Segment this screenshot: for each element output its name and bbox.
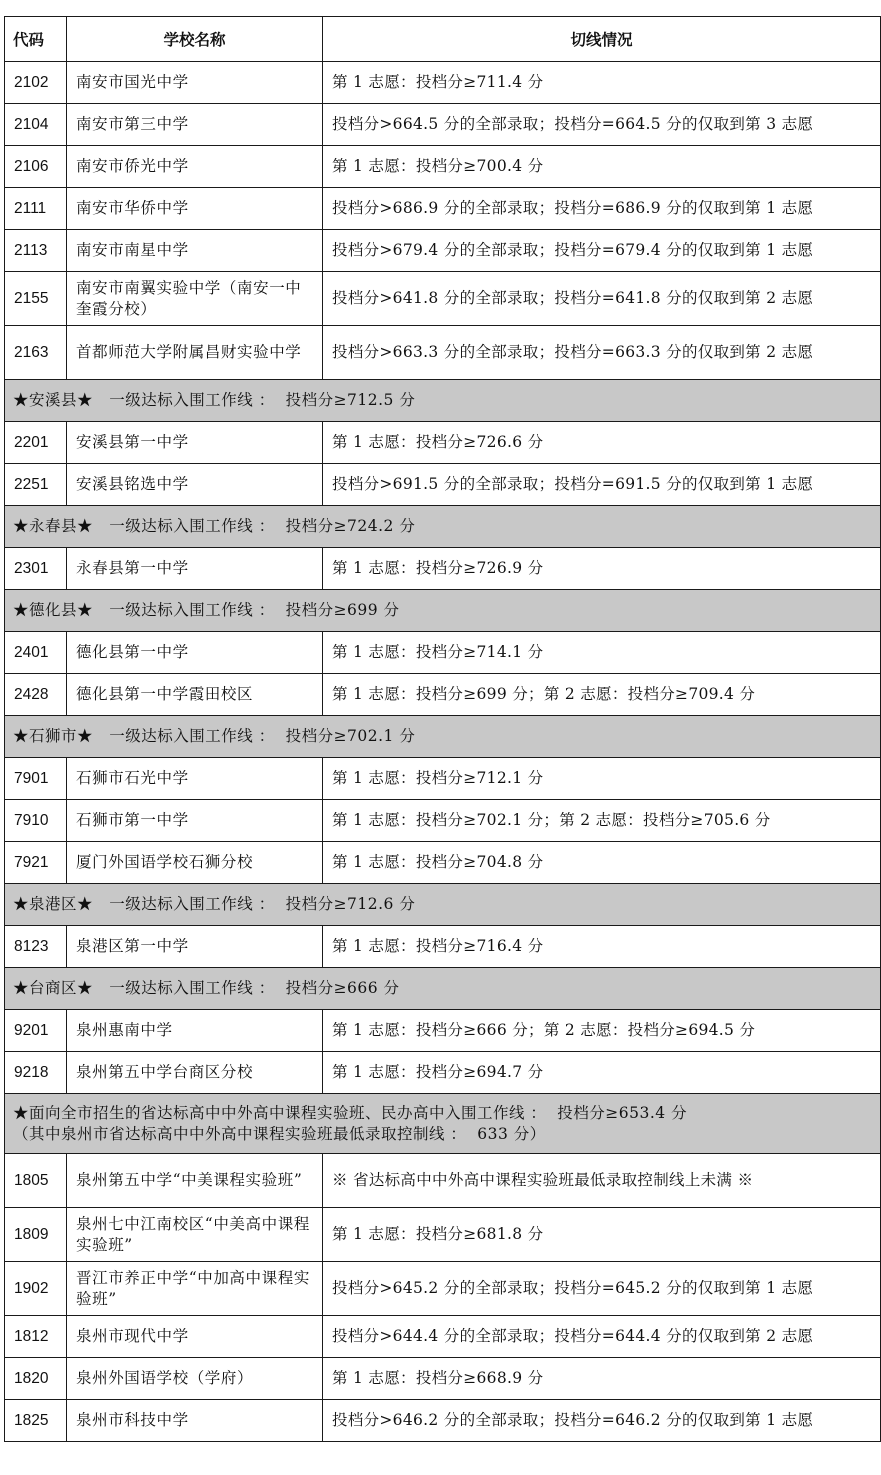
- section-header-line-2: （其中泉州市省达标高中中外高中课程实验班最低录取控制线 ： 633 分）: [13, 1124, 546, 1143]
- section-header-row: [5, 506, 881, 548]
- section-header-row: [5, 884, 881, 926]
- cutoff-detail: 第 1 志愿：投档分≥716.4 分: [323, 926, 881, 968]
- school-name: 泉州七中江南校区“中美高中课程实验班”: [67, 1208, 323, 1262]
- table-row: [5, 1358, 881, 1400]
- school-code: 2251: [5, 464, 67, 506]
- school-name: 永春县第一中学: [67, 548, 323, 590]
- school-name: 安溪县铭选中学: [67, 464, 323, 506]
- header-code: 代码: [5, 17, 67, 62]
- school-name: 安溪县第一中学: [67, 422, 323, 464]
- cutoff-detail: 第 1 志愿：投档分≥681.8 分: [323, 1208, 881, 1262]
- school-name: 南安市南翼实验中学（南安一中奎霞分校）: [67, 272, 323, 326]
- cutoff-detail: 第 1 志愿：投档分≥699 分；第 2 志愿：投档分≥709.4 分: [323, 674, 881, 716]
- school-name: 南安市国光中学: [67, 62, 323, 104]
- table-row: [5, 842, 881, 884]
- cutoff-detail: 投档分>664.5 分的全部录取；投档分=664.5 分的仅取到第 3 志愿: [323, 104, 881, 146]
- school-code: 8123: [5, 926, 67, 968]
- school-code: 2106: [5, 146, 67, 188]
- section-header-row: [5, 968, 881, 1010]
- school-code: 1902: [5, 1262, 67, 1316]
- school-code: 2113: [5, 230, 67, 272]
- cutoff-detail: 第 1 志愿：投档分≥666 分；第 2 志愿：投档分≥694.5 分: [323, 1010, 881, 1052]
- table-row: [5, 62, 881, 104]
- table-row: [5, 548, 881, 590]
- school-name: 晋江市养正中学“中加高中课程实验班”: [67, 1262, 323, 1316]
- school-code: 1820: [5, 1358, 67, 1400]
- cutoff-detail: 投档分>646.2 分的全部录取；投档分=646.2 分的仅取到第 1 志愿: [323, 1400, 881, 1442]
- table-row: [5, 422, 881, 464]
- school-name: 泉州市科技中学: [67, 1400, 323, 1442]
- cutoff-detail: 第 1 志愿：投档分≥700.4 分: [323, 146, 881, 188]
- school-code: 2155: [5, 272, 67, 326]
- school-code: 1809: [5, 1208, 67, 1262]
- school-code: 7901: [5, 758, 67, 800]
- cutoff-detail: 投档分>641.8 分的全部录取；投档分=641.8 分的仅取到第 2 志愿: [323, 272, 881, 326]
- school-name: 首都师范大学附属昌财实验中学: [67, 326, 323, 380]
- school-code: 7910: [5, 800, 67, 842]
- school-code: 2104: [5, 104, 67, 146]
- school-code: 1805: [5, 1154, 67, 1208]
- table-row: [5, 1262, 881, 1316]
- cutoff-score-table: [4, 16, 881, 1442]
- cutoff-detail: 第 1 志愿：投档分≥711.4 分: [323, 62, 881, 104]
- cutoff-detail: 第 1 志愿：投档分≥714.1 分: [323, 632, 881, 674]
- table-row: [5, 1010, 881, 1052]
- cutoff-detail: 投档分>663.3 分的全部录取；投档分=663.3 分的仅取到第 2 志愿: [323, 326, 881, 380]
- header-row: [5, 17, 881, 62]
- school-name: 厦门外国语学校石狮分校: [67, 842, 323, 884]
- table-row: [5, 1154, 881, 1208]
- cutoff-detail: 第 1 志愿：投档分≥668.9 分: [323, 1358, 881, 1400]
- table-row: [5, 1052, 881, 1094]
- cutoff-detail: 第 1 志愿：投档分≥726.9 分: [323, 548, 881, 590]
- school-name: 德化县第一中学: [67, 632, 323, 674]
- table-row: [5, 326, 881, 380]
- school-code: 2102: [5, 62, 67, 104]
- school-code: 9218: [5, 1052, 67, 1094]
- table-row: [5, 1400, 881, 1442]
- cutoff-detail: 第 1 志愿：投档分≥702.1 分；第 2 志愿：投档分≥705.6 分: [323, 800, 881, 842]
- cutoff-detail: 投档分>679.4 分的全部录取；投档分=679.4 分的仅取到第 1 志愿: [323, 230, 881, 272]
- school-name: 南安市南星中学: [67, 230, 323, 272]
- section-header-text: ★德化县★ 一级达标入围工作线 ： 投档分≥699 分: [5, 590, 881, 632]
- table-row: [5, 1316, 881, 1358]
- table-row: [5, 464, 881, 506]
- section-header-row: [5, 716, 881, 758]
- school-name: 石狮市第一中学: [67, 800, 323, 842]
- table-header: [5, 17, 881, 62]
- school-name: 南安市华侨中学: [67, 188, 323, 230]
- cutoff-detail: 第 1 志愿：投档分≥694.7 分: [323, 1052, 881, 1094]
- school-name: 南安市第三中学: [67, 104, 323, 146]
- cutoff-detail: 第 1 志愿：投档分≥726.6 分: [323, 422, 881, 464]
- table-row: [5, 800, 881, 842]
- table-row: [5, 674, 881, 716]
- school-code: 1812: [5, 1316, 67, 1358]
- school-code: 9201: [5, 1010, 67, 1052]
- section-header-text: ★永春县★ 一级达标入围工作线 ： 投档分≥724.2 分: [5, 506, 881, 548]
- school-name: 泉港区第一中学: [67, 926, 323, 968]
- cutoff-detail: 第 1 志愿：投档分≥712.1 分: [323, 758, 881, 800]
- section-header-text: ★石狮市★ 一级达标入围工作线 ： 投档分≥702.1 分: [5, 716, 881, 758]
- school-code: 2201: [5, 422, 67, 464]
- section-header-row: [5, 590, 881, 632]
- school-name: 泉州惠南中学: [67, 1010, 323, 1052]
- header-school-name: 学校名称: [67, 17, 323, 62]
- table-row: [5, 926, 881, 968]
- section-header-text: ★台商区★ 一级达标入围工作线 ： 投档分≥666 分: [5, 968, 881, 1010]
- cutoff-detail: 投档分>691.5 分的全部录取；投档分=691.5 分的仅取到第 1 志愿: [323, 464, 881, 506]
- table-row: [5, 188, 881, 230]
- school-code: 1825: [5, 1400, 67, 1442]
- table-row: [5, 758, 881, 800]
- table-row: [5, 230, 881, 272]
- cutoff-detail: ※ 省达标高中中外高中课程实验班最低录取控制线上未满 ※: [323, 1154, 881, 1208]
- table-row: [5, 146, 881, 188]
- school-code: 2163: [5, 326, 67, 380]
- table-row: [5, 272, 881, 326]
- school-code: 2111: [5, 188, 67, 230]
- school-name: 泉州外国语学校（学府）: [67, 1358, 323, 1400]
- cutoff-detail: 投档分>686.9 分的全部录取；投档分=686.9 分的仅取到第 1 志愿: [323, 188, 881, 230]
- school-name: 泉州第五中学台商区分校: [67, 1052, 323, 1094]
- school-name: 泉州市现代中学: [67, 1316, 323, 1358]
- header-cutoff-detail: 切线情况: [323, 17, 881, 62]
- cutoff-detail: 第 1 志愿：投档分≥704.8 分: [323, 842, 881, 884]
- section-header-text: ★安溪县★ 一级达标入围工作线 ： 投档分≥712.5 分: [5, 380, 881, 422]
- table-row: [5, 1208, 881, 1262]
- school-name: 石狮市石光中学: [67, 758, 323, 800]
- school-name: 南安市侨光中学: [67, 146, 323, 188]
- section-header-line-1: ★面向全市招生的省达标高中中外高中课程实验班、民办高中入围工作线 ： 投档分≥653.4 分: [13, 1103, 688, 1122]
- section-header-text: ★泉港区★ 一级达标入围工作线 ： 投档分≥712.6 分: [5, 884, 881, 926]
- table-body: [5, 62, 881, 1442]
- section-header-row: [5, 380, 881, 422]
- school-code: 7921: [5, 842, 67, 884]
- cutoff-detail: 投档分>645.2 分的全部录取；投档分=645.2 分的仅取到第 1 志愿: [323, 1262, 881, 1316]
- school-code: 2301: [5, 548, 67, 590]
- table-row: [5, 632, 881, 674]
- school-code: 2401: [5, 632, 67, 674]
- cutoff-detail: 投档分>644.4 分的全部录取；投档分=644.4 分的仅取到第 2 志愿: [323, 1316, 881, 1358]
- section-header-row: [5, 1094, 881, 1154]
- school-name: 德化县第一中学霞田校区: [67, 674, 323, 716]
- section-header-cell: [5, 1094, 881, 1154]
- school-name: 泉州第五中学“中美课程实验班”: [67, 1154, 323, 1208]
- school-code: 2428: [5, 674, 67, 716]
- table-row: [5, 104, 881, 146]
